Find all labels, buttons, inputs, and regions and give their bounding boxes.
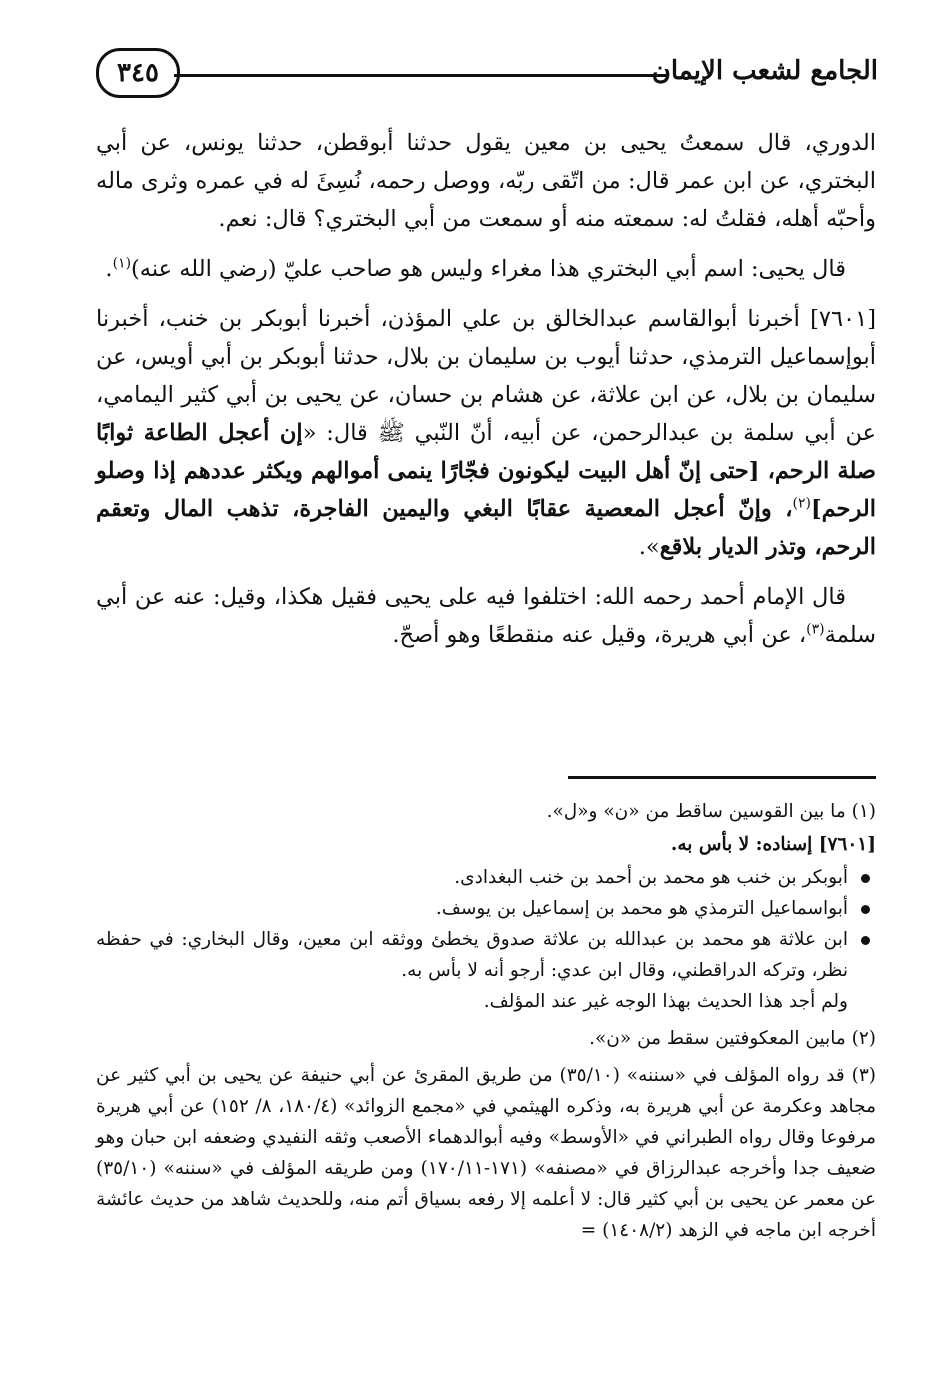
main-text [96,124,876,666]
paragraph-2 [96,250,876,288]
hadith-text: إن أعجل الطاعة ثوابًا صلة الرحم، [حتى إنّ أهل البيت ليكونون فجّارًا ينمى أموالهم ويكثر عددهم إذا وصلو الرحم] [96,420,876,522]
bullet-icon [861,874,870,883]
hadith-close: ». [638,534,660,560]
footnote-ref-3: (٣) [806,621,825,638]
paragraph-2-text: قال يحيى: اسم أبي البختري هذا مغراء وليس هو صاحب عليّ (رضي الله عنه) [131,256,846,282]
footnote-bullet: ابن علاثة هو محمد بن عبدالله بن علاثة صدوق يخطئ ووثقه ابن معين، وقال البخاري: في حفظه نظر، وتركه الدراقطني، وقال ابن عدي: أرجو أنه لا بأس به. [96,924,876,986]
footnote-ref-1: (١) [112,255,132,272]
isnad-text: [٧٦٠١] أخبرنا أبوالقاسم عبدالخالق بن علي المؤذن، أخبرنا أبوبكر بن خنب، أخبرنا أبوإسماعيل الترمذي، حدثنا أيوب بن سليمان بن بلال، حدثنا أبوبكر بن أبي أويس، عن سليمان بن بلال، عن ابن علاثة، عن هشام بن حسان، عن يحيى بن أبي كثير اليمامي، عن أبي سلمة بن عبدالرحمن، عن أبيه، أنّ النّبي ﷺ قال: « [96,306,876,446]
paragraph-4-text: قال الإمام أحمد رحمه الله: اختلفوا فيه على يحيى فقيل هكذا، وقيل: عنه عن أبي سلمة [96,584,876,648]
paragraph-1: الدوري، قال سمعتُ يحيى بن معين يقول حدثنا أبوقطن، حدثنا يونس، عن أبي البختري، عن ابن عمر قال: من اتّقى ربّه، ووصل رحمه، نُسِئَ له في عمره وثرى ماله وأحبّه أهله، فقلتُ له: سمعته منه أو سمعت من أبي البختري؟ قال: نعم. [96,130,876,232]
footnote-bullet: أبواسماعيل الترمذي هو محمد بن إسماعيل بن يوسف. [96,893,876,924]
paragraph-4 [96,578,876,654]
footnote-2: (٢) مابين المعكوفتين سقط من «ن». [589,1028,876,1049]
header-rule [174,74,668,77]
footnote-separator [568,776,876,779]
running-title: الجامع لشعب الإيمان [651,56,878,86]
footnote-note: ولم أجد هذا الحديث بهذا الوجه غير عند المؤلف. [483,991,848,1012]
paragraph-4-end: ، عن أبي هريرة، وقيل عنه منقطعًا وهو أصحّ. [392,622,807,648]
hadith-text-continued: ، وإنّ أعجل المعصية عقابًا البغي واليمين الفاجرة، تذهب المال وتعقم الرحم، وتذر الديار بلاقع [96,496,876,560]
bullet-icon [861,936,870,945]
footnote-bullet: أبوبكر بن خنب هو محمد بن أحمد بن خنب البغدادى. [96,862,876,893]
paragraph-7601 [96,300,876,566]
footnotes [96,796,876,1248]
footnote-ref-2: (٢) [792,495,811,512]
paragraph-2-end: . [105,256,113,282]
footnote-7601: [٧٦٠١] إسناده: لا بأس به. [670,834,876,855]
bullet-icon [861,905,870,914]
page-header [96,44,878,106]
page-number: ٣٤٥ [96,48,180,98]
footnote-1: (١) ما بين القوسين ساقط من «ن» و«ل». [546,801,876,822]
footnote-3: (٣) قد رواه المؤلف في «سننه» (٣٥/١٠) من طريق المقرئ عن أبي حنيفة عن يحيى بن أبي كثير عن مجاهد وعكرمة عن أبي هريرة به، وذكره الهيثمي في «مجمع الزوائد» (١٨٠/٤، ٨/ ١٥٢) عن أبي هريرة مرفوعا وقال رواه الطبراني في «الأوسط» وفيه أبوالدهماء الأصعب وثقه النفيدي وضعفه ابن حبان وهو ضعيف جدا وأخرجه عبدالرزاق في «مصنفه» (١٧١-١٧٠/١١) ومن طريقه المؤلف في «سننه» (٣٥/١٠) عن معمر عن يحيى بن أبي كثير قال: لا أعلمه إلا رفعه بسياق أتم منه، وللحديث شاهد من حديث عائشة أخرجه ابن ماجه في الزهد (١٤٠٨/٢) = [96,1065,877,1241]
footnote-bullet-list [96,862,876,986]
